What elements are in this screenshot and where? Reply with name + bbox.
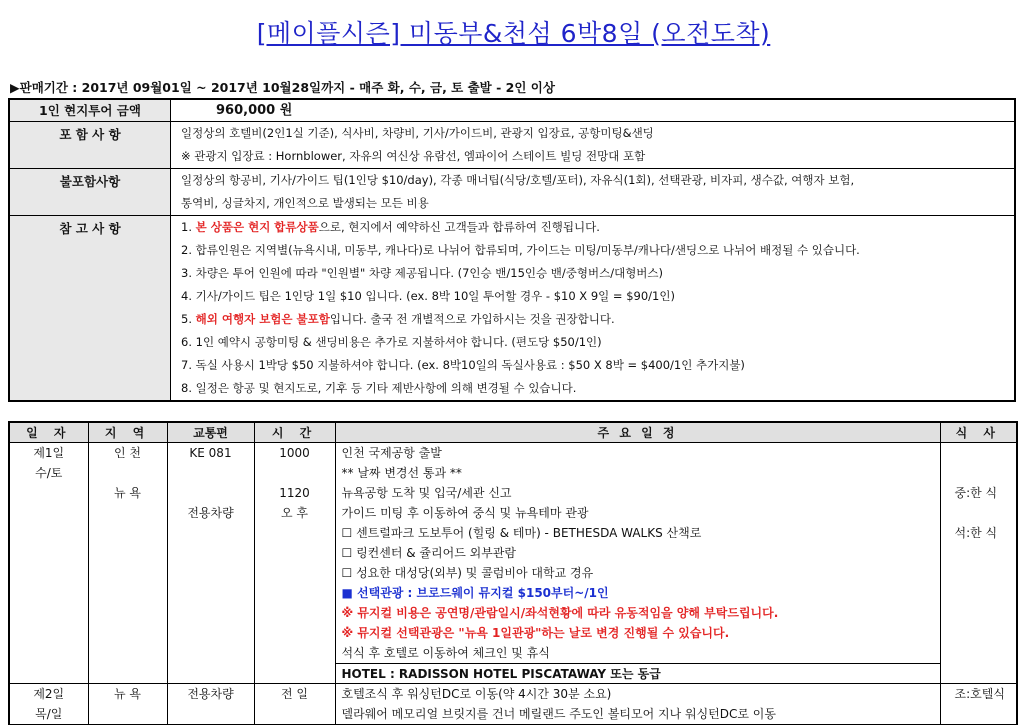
itinerary-header (9, 422, 1017, 442)
day2-schedule-cell (335, 683, 940, 725)
price-label: 1인 현지투어 금액 (10, 100, 171, 121)
info-box (8, 98, 1016, 402)
day2-region-cell (88, 683, 167, 725)
note-7: 7. 독실 사용시 1박당 $50 지불하셔야 합니다. (ex. 8박10일의 독실사용료 : $50 X 8박 = $400/1인 추가지불) (181, 358, 745, 372)
included-line: ※ 관광지 입장료 : Hornblower, 자유의 여신상 유람선, 엠파이어 스테이트 빌딩 전망대 포함 (181, 149, 646, 163)
hotel-line: HOTEL : RADISSON HOTEL PISCATAWAY 또는 동급 (336, 663, 940, 683)
day2-weekday: 목/일 (35, 706, 63, 721)
notes-label: 참 고 사 항 (10, 216, 171, 400)
excluded-line: 통역비, 싱글차지, 개인적으로 발생되는 모든 비용 (181, 196, 429, 210)
included-line: 일정상의 호텔비(2인1실 기준), 식사비, 차량비, 기사/가이드비, 관광지 입장료, 공항미팅&샌딩 (181, 126, 654, 140)
day2-time: 전 일 (281, 686, 308, 701)
included-label: 포 함 사 항 (10, 122, 171, 168)
day1-region-2: 뉴 욕 (114, 485, 141, 500)
schedule-line: 석식 후 호텔로 이동하여 체크인 및 휴식 (341, 645, 550, 660)
note-1-rest: 으로, 현지에서 예약하신 고객들과 합류하여 진행됩니다. (318, 220, 600, 234)
price-value: 960,000 원 (216, 103, 293, 118)
header-day: 일 자 (9, 422, 88, 442)
table-row (9, 683, 1017, 725)
excluded-row (10, 169, 1014, 216)
header-region: 지 역 (88, 422, 167, 442)
itinerary-table (8, 421, 1018, 725)
note-1 (181, 216, 1014, 239)
day1-day-cell (9, 442, 88, 683)
schedule-line: 델라웨어 메모리얼 브릿지를 건너 메릴랜드 주도인 볼티모어 지나 워싱턴DC로 이동 (341, 706, 776, 721)
day1-region-cell (88, 442, 167, 683)
header-schedule: 주 요 일 정 (335, 422, 940, 442)
day1-time-cell (254, 442, 335, 683)
day2-day-cell (9, 683, 88, 725)
schedule-line: 가이드 미팅 후 이동하여 중식 및 뉴욕테마 관광 (341, 505, 589, 520)
note-6: 6. 1인 예약시 공항미팅 & 샌딩비용은 추가로 지불하셔야 합니다. (편도당 $50/1인) (181, 335, 602, 349)
header-transport: 교통편 (167, 422, 254, 442)
optional-tour-line: ■ 선택관광 : 브로드웨이 뮤지컬 $150부터~/1인 (341, 585, 609, 600)
note-5-highlight: 해외 여행자 보험은 불포함 (195, 312, 330, 326)
day2-region: 뉴 욕 (114, 686, 141, 701)
day1-meal-cell (940, 442, 1017, 683)
note-4: 4. 기사/가이드 팁은 1인당 1일 $10 입니다. (ex. 8박 10일 투어할 경우 - $10 X 9일 = $90/1인) (181, 289, 675, 303)
notes-value (171, 216, 1014, 400)
note-2: 2. 합류인원은 지역별(뉴욕시내, 미동부, 캐나다)로 나뉘어 합류되며, 가이드는 미팅/미동부/캐나다/샌딩으로 나뉘어 배정될 수 있습니다. (181, 243, 860, 257)
day2-transport-cell (167, 683, 254, 725)
day2-time-cell (254, 683, 335, 725)
header-meal: 식 사 (940, 422, 1017, 442)
day1-region-1: 인 천 (114, 445, 141, 460)
day2-vehicle: 전용차량 (187, 686, 234, 701)
schedule-line: ☐ 센트럴파크 도보투어 (힐링 & 테마) - BETHESDA WALKS 산책로 (341, 525, 702, 540)
day1-time-2: 1120 (279, 485, 310, 500)
note-5-rest: 입니다. 출국 전 개별적으로 가입하시는 것을 권장합니다. (329, 312, 615, 326)
day1-flight: KE 081 (189, 445, 232, 460)
day1-transport-cell (167, 442, 254, 683)
day1-day: 제1일 (33, 445, 65, 460)
note-5 (181, 308, 1014, 331)
day1-lunch: 중:한 식 (954, 485, 998, 500)
musical-notice-line: ※ 뮤지컬 비용은 공연명/관람일시/좌석현황에 따라 유동적임을 양해 부탁드립니다. (341, 605, 779, 620)
note-5-prefix: 5. (181, 312, 196, 326)
day1-dinner: 석:한 식 (954, 525, 998, 540)
schedule-line: 호텔조식 후 워싱턴DC로 이동(약 4시간 30분 소요) (341, 686, 612, 701)
schedule-line: ☐ 링컨센터 & 쥴리어드 외부관람 (341, 545, 516, 560)
excluded-value (171, 169, 1014, 215)
table-row (9, 442, 1017, 683)
schedule-line: ** 날짜 변경선 통과 ** (341, 465, 462, 480)
day1-time-1: 1000 (279, 445, 310, 460)
page-title: [메이플시즌] 미동부&천섬 6박8일 (오전도착) (256, 19, 771, 48)
schedule-line: 인천 국제공항 출발 (341, 445, 442, 460)
excluded-line: 일정상의 항공비, 기사/가이드 팁(1인당 $10/day), 각종 매너팁(식당/호텔/포터), 자유식(1회), 선택관광, 비자피, 생수값, 여행자 보험, (181, 173, 855, 187)
note-1-prefix: 1. (181, 220, 196, 234)
included-row (10, 122, 1014, 169)
day2-day: 제2일 (33, 686, 65, 701)
day1-vehicle: 전용차량 (187, 505, 234, 520)
note-3: 3. 차량은 투어 인원에 따라 "인원별" 차량 제공됩니다. (7인승 밴/15인승 밴/중형버스/대형버스) (181, 266, 664, 280)
musical-notice-line: ※ 뮤지컬 선택관광은 "뉴욕 1일관광"하는 날로 변경 진행될 수 있습니다. (341, 625, 730, 640)
notes-row (10, 216, 1014, 400)
sale-period: ▶판매기간 : 2017년 09월01일 ~ 2017년 10월28일까지 - 매주 화, 수, 금, 토 출발 - 2인 이상 (10, 80, 555, 95)
schedule-line: 뉴욕공항 도착 및 입국/세관 신고 (341, 485, 512, 500)
day2-meal-cell (940, 683, 1017, 725)
day1-weekday: 수/토 (35, 465, 63, 480)
day2-breakfast: 조:호텔식 (954, 686, 1005, 701)
note-1-highlight: 본 상품은 현지 합류상품 (195, 220, 319, 234)
schedule-line: ☐ 성요한 대성당(외부) 및 콜럼비아 대학교 경유 (341, 565, 594, 580)
included-value (171, 122, 1014, 168)
day1-schedule-cell (335, 442, 940, 683)
price-row (10, 100, 1014, 122)
excluded-label: 불포함사항 (10, 169, 171, 215)
day1-time-3: 오 후 (281, 505, 308, 520)
header-time: 시 간 (254, 422, 335, 442)
note-8: 8. 일정은 항공 및 현지도로, 기후 등 기타 제반사항에 의해 변경될 수 있습니다. (181, 381, 577, 395)
